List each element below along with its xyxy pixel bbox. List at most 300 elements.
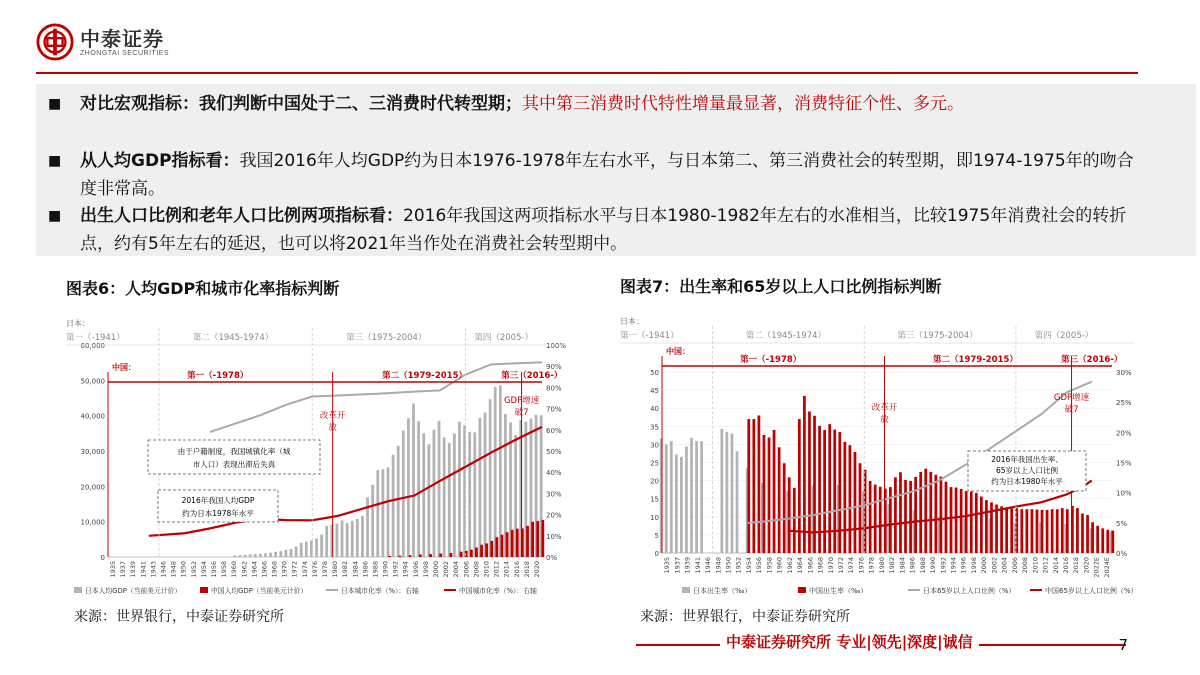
y-right-tick-label: 0%	[546, 554, 558, 562]
japan-bar	[427, 444, 430, 557]
japan-bar	[346, 523, 349, 557]
china-era-label: 第一（-1978）	[187, 371, 249, 381]
x-tick-label: 1980	[877, 557, 886, 574]
x-tick-label: 2000	[980, 557, 989, 574]
japan-bar	[336, 524, 339, 557]
japan-bar	[351, 521, 354, 557]
y-left-tick-label: 10,000	[80, 518, 105, 527]
japan-bar	[690, 438, 693, 553]
x-tick-label: 1960	[230, 561, 239, 578]
china-bar	[485, 543, 488, 557]
china-bar	[1066, 509, 1069, 553]
x-tick-label: 1996	[411, 561, 420, 578]
china-bar	[1076, 508, 1079, 553]
china-bar	[398, 556, 401, 557]
china-bar	[965, 491, 968, 553]
y-right-tick-label: 30%	[1116, 369, 1132, 377]
japan-bar	[300, 543, 303, 557]
china-prefix-label: 中国：	[666, 347, 690, 356]
y-left-tick-label: 25	[650, 459, 659, 468]
china-bar	[1051, 509, 1054, 553]
note-birth-line2: 65岁以上人口比例	[995, 466, 1059, 475]
y-left-tick-label: 0	[654, 550, 659, 558]
china-bar	[409, 555, 412, 557]
japan-bar	[269, 553, 272, 557]
legend-label: 中国65岁以上人口比例（%）	[1045, 587, 1138, 595]
x-tick-label: 1978	[867, 557, 876, 574]
china-bar	[541, 520, 544, 557]
y-left-tick-label: 20	[650, 477, 659, 486]
china-bar	[439, 554, 442, 557]
y-right-tick-label: 50%	[546, 448, 562, 456]
japan-bar	[371, 485, 374, 557]
x-tick-label: 1972	[290, 561, 299, 578]
china-bar	[940, 477, 943, 553]
china-bar	[919, 472, 922, 553]
y-right-tick-label: 20%	[546, 511, 562, 520]
china-bar	[798, 419, 801, 553]
x-tick-label: 1980	[331, 561, 340, 578]
china-bar	[874, 485, 877, 553]
japan-bar	[680, 457, 683, 553]
x-tick-label: 2010	[482, 561, 491, 578]
y-right-tick-label: 100%	[546, 342, 567, 350]
y-right-tick-label: 60%	[546, 426, 562, 435]
gdp-label: 破7	[1064, 405, 1079, 415]
legend-swatch	[798, 587, 806, 593]
china-era-label: 第二（1979-2015）	[933, 355, 1018, 365]
x-tick-label: 2020	[1082, 557, 1091, 574]
japan-bar	[325, 526, 328, 557]
china-bar	[914, 477, 917, 553]
china-bar	[1010, 508, 1013, 553]
y-right-tick-label: 10%	[546, 532, 562, 541]
japan-bar	[397, 446, 400, 557]
x-tick-label: 1960	[775, 557, 784, 574]
japan-bar	[239, 555, 242, 557]
y-left-tick-label: 35	[650, 423, 659, 432]
reform-label: 改革开	[871, 403, 898, 413]
china-bar	[501, 535, 504, 557]
china-bar	[950, 487, 953, 553]
x-tick-label: 1935	[109, 561, 118, 578]
fig7-title: 图表7：出生率和65岁以上人口比例指标判断	[620, 277, 942, 296]
china-bar	[838, 432, 841, 553]
x-tick-label: 2010	[1031, 557, 1040, 574]
japan-bar	[254, 554, 257, 557]
x-tick-label: 2004	[1000, 557, 1009, 574]
china-bar	[778, 447, 781, 553]
fig6-title: 图表6：人均GDP和城市化率指标判断	[66, 279, 340, 298]
japan-bar	[284, 550, 287, 557]
japan-bar	[402, 431, 405, 557]
gdp-label: GDP增速	[1053, 393, 1090, 403]
y-right-tick-label: 40%	[546, 469, 562, 478]
japan-era-label: 第三（1975-2004）	[897, 331, 978, 341]
china-bar	[985, 500, 988, 553]
china-bar	[1111, 531, 1114, 553]
logo-english: ZHONGTAI SECURITIES	[80, 49, 170, 57]
china-bar	[960, 489, 963, 553]
japan-bar	[665, 444, 668, 553]
fig7-source: 来源：世界银行，中泰证券研究所	[640, 609, 850, 625]
china-bar	[934, 475, 937, 553]
china-bar	[475, 547, 478, 557]
china-bar	[1081, 514, 1084, 553]
japan-bar	[279, 551, 282, 557]
japan-bar	[473, 432, 476, 557]
y-left-tick-label: 45	[650, 387, 659, 396]
china-bar	[1031, 509, 1034, 553]
x-tick-label: 1937	[673, 557, 682, 574]
y-left-tick-label: 5	[654, 531, 659, 540]
x-tick-label: 1958	[765, 557, 774, 574]
summary-box	[36, 84, 1196, 256]
x-tick-label: 2008	[472, 561, 481, 578]
china-bar	[823, 430, 826, 553]
japan-bar	[726, 432, 729, 553]
china-bar	[516, 529, 519, 557]
china-bar	[747, 419, 750, 553]
japan-bar	[305, 542, 308, 557]
china-bar	[1056, 509, 1059, 553]
x-tick-label: 1982	[888, 557, 897, 574]
logo-mark-icon	[36, 23, 74, 61]
x-tick-label: 1956	[755, 557, 764, 574]
logo-name: 中泰证券	[80, 26, 164, 51]
y-right-tick-label: 25%	[1116, 399, 1132, 408]
x-tick-label: 1952	[189, 561, 198, 578]
china-bar	[833, 430, 836, 553]
japan-bar	[407, 418, 410, 557]
x-tick-label: 1998	[969, 557, 978, 574]
x-tick-label: 1974	[300, 561, 309, 578]
y-left-tick-label: 30,000	[80, 448, 105, 456]
bullet-square-icon: ■	[48, 208, 62, 224]
japan-era-label: 第一（-1941）	[620, 331, 679, 341]
china-bar	[763, 435, 766, 553]
x-tick-label: 1976	[857, 557, 866, 574]
y-left-tick-label: 50	[650, 369, 659, 377]
china-bar	[1106, 530, 1109, 553]
y-left-tick-label: 40	[650, 405, 659, 414]
x-tick-label: 1941	[693, 557, 702, 574]
china-bar	[980, 497, 983, 553]
japan-bar	[484, 413, 487, 557]
japan-bar	[315, 539, 318, 557]
japan-bar	[448, 443, 451, 557]
china-bar	[803, 396, 806, 553]
x-tick-label: 2016	[512, 561, 521, 578]
china-bar	[1000, 506, 1003, 553]
legend-swatch	[200, 587, 208, 593]
legend-label: 中国人均GDP（当前美元计价）	[211, 587, 308, 595]
japan-bar	[438, 421, 441, 557]
japan-bar	[290, 549, 293, 557]
china-bar	[1061, 508, 1064, 553]
china-bar	[1025, 509, 1028, 553]
legend-label: 日本出生率（‰）	[693, 587, 752, 595]
japan-bar	[422, 433, 425, 557]
x-tick-label: 2018	[1072, 557, 1081, 574]
china-bar	[450, 553, 453, 557]
china-bar	[773, 430, 776, 553]
x-tick-label: 1954	[199, 561, 208, 578]
y-left-tick-label: 30	[650, 441, 659, 450]
china-era-label: 第二（1979-2015）	[382, 371, 467, 381]
japan-bar	[244, 555, 247, 557]
x-tick-label: 1986	[908, 557, 917, 574]
x-tick-label: 1996	[959, 557, 968, 574]
china-bar	[904, 480, 907, 553]
reform-label: 改革开	[319, 411, 346, 421]
japan-bar	[453, 433, 456, 557]
china-bar	[768, 438, 771, 553]
x-tick-label: 2008	[1021, 557, 1030, 574]
china-bar	[854, 452, 857, 553]
y-right-tick-label: 20%	[1116, 429, 1132, 438]
japan-bar	[494, 387, 497, 557]
bullet-2-text: 我国2016年人均GDP约为日本1976-1978年左右水平，与日本第二、第三消费社会的转型期，即1974-1975年的吻合度非常高。	[80, 151, 1134, 199]
y-left-tick-label: 60,000	[80, 342, 105, 350]
china-bar	[793, 488, 796, 553]
x-tick-label: 1948	[169, 561, 178, 578]
x-tick-label: 1970	[826, 557, 835, 574]
x-tick-label: 1968	[816, 557, 825, 574]
x-tick-label: 1972	[836, 557, 845, 574]
china-bar	[429, 554, 432, 557]
bullet-1-lead: 对比宏观指标：我们判断中国处于二、三消费时代转型期；	[80, 94, 522, 114]
japan-bar	[433, 430, 436, 557]
japan-era-label: 第一（-1941）	[66, 333, 125, 343]
note-birth-line3: 约为日本1980年水平	[991, 477, 1063, 486]
gdp-label: GDP增速	[503, 396, 540, 406]
china-bar	[899, 472, 902, 553]
x-tick-label: 2012	[492, 561, 501, 578]
japan-era-label: 第四（2005-）	[1034, 331, 1094, 341]
x-tick-label: 2006	[462, 561, 471, 578]
china-bar	[495, 537, 498, 557]
x-tick-label: 1990	[381, 561, 390, 578]
japan-bar	[376, 470, 379, 557]
china-bar	[843, 442, 846, 553]
china-bar	[470, 550, 473, 557]
y-right-tick-label: 15%	[1116, 459, 1132, 468]
x-tick-label: 1992	[391, 561, 400, 578]
japan-bar	[392, 455, 395, 557]
china-bar	[849, 445, 852, 553]
x-tick-label: 1937	[119, 561, 128, 578]
japan-bar	[685, 447, 688, 553]
japan-era-label: 第二（1945-1974）	[192, 333, 274, 343]
china-bar	[783, 463, 786, 553]
x-tick-label: 2024E	[1102, 557, 1111, 578]
x-tick-label: 1946	[704, 557, 713, 574]
note-gdp-line1: 2016年我国人均GDP	[181, 496, 255, 505]
japan-bar	[499, 385, 502, 557]
china-bar	[970, 491, 973, 553]
legend-label: 日本人均GDP（当前美元计价）	[85, 587, 182, 595]
bullet-square-icon: ■	[48, 153, 62, 169]
x-tick-label: 1986	[361, 561, 370, 578]
china-prefix-label: 中国：	[112, 363, 136, 372]
x-tick-label: 1958	[220, 561, 229, 578]
x-tick-label: 2018	[522, 561, 531, 578]
fig6-source: 来源：世界银行，中泰证券研究所	[74, 609, 284, 625]
bullet-1-highlight: 其中第三消费时代特性增量最显著，消费特征个性、多元。	[522, 94, 964, 114]
note-urbanization-line1: 由于户籍制度，我国城镇化率（城	[177, 447, 291, 456]
china-bar	[818, 426, 821, 553]
china-bar	[924, 469, 927, 553]
x-tick-label: 1943	[149, 561, 158, 578]
x-tick-label: 2000	[432, 561, 441, 578]
japan-bar	[417, 421, 420, 557]
china-bar	[480, 545, 483, 557]
x-tick-label: 1935	[663, 557, 672, 574]
bullet-3-lead: 出生人口比例和老年人口比例两项指标看：	[80, 206, 403, 226]
x-tick-label: 2014	[1051, 557, 1060, 574]
japan-bar	[458, 422, 461, 557]
legend-swatch	[74, 587, 82, 593]
legend-swatch	[682, 587, 690, 593]
japan-bar	[264, 553, 267, 557]
x-tick-label: 1948	[714, 557, 723, 574]
japan-bar	[356, 519, 359, 557]
china-bar	[531, 522, 534, 557]
x-tick-label: 1964	[796, 557, 805, 574]
china-era-label: 第三（2016-）	[501, 371, 563, 381]
china-bar	[1036, 510, 1039, 553]
x-tick-label: 1954	[744, 557, 753, 574]
japan-bar	[361, 516, 364, 557]
japan-bar	[720, 429, 723, 553]
x-tick-label: 2016	[1061, 557, 1070, 574]
x-tick-label: 1950	[724, 557, 733, 574]
header-rule	[36, 72, 1138, 74]
japan-bar	[736, 451, 739, 553]
x-tick-label: 2014	[502, 561, 511, 578]
x-tick-label: 2022E	[1092, 557, 1101, 578]
reform-label: 放	[880, 415, 889, 425]
x-tick-label: 1962	[785, 557, 794, 574]
china-bar	[1101, 528, 1104, 553]
china-era-label: 第三（2016-）	[1061, 355, 1123, 365]
china-bar	[506, 532, 509, 557]
legend-label: 中国出生率（‰）	[809, 587, 868, 595]
fig7-chart	[612, 300, 1152, 600]
china-bar	[752, 419, 755, 553]
china-bar	[1046, 510, 1049, 553]
x-tick-label: 2006	[1010, 557, 1019, 574]
japan-bar	[381, 469, 384, 557]
footer-slogan: 中泰证券研究所 专业|领先|深度|诚信	[720, 631, 979, 652]
x-tick-label: 1988	[918, 557, 927, 574]
x-tick-label: 1994	[401, 561, 410, 578]
china-bar	[1096, 526, 1099, 553]
japan-bar	[670, 441, 673, 553]
y-left-tick-label: 15	[650, 495, 659, 504]
china-bar	[1091, 522, 1094, 553]
japan-bar	[412, 404, 415, 557]
japan-era-label: 第三（1975-2004）	[346, 333, 427, 343]
china-bar	[859, 463, 862, 553]
x-tick-label: 1952	[734, 557, 743, 574]
x-tick-label: 1966	[260, 561, 269, 578]
japan-bar	[731, 434, 734, 553]
china-bar	[1086, 515, 1089, 553]
x-tick-label: 1978	[321, 561, 329, 578]
x-tick-label: 1970	[280, 561, 289, 578]
japan-bar	[479, 418, 482, 557]
x-tick-label: 1976	[310, 561, 319, 578]
y-left-tick-label: 20,000	[80, 483, 105, 492]
y-right-tick-label: 80%	[546, 384, 562, 393]
legend-label: 日本65岁以上人口比例（%）	[923, 587, 1016, 595]
bullet-2-lead: 从人均GDP指标看：	[80, 151, 240, 171]
japan-bar	[274, 552, 277, 557]
china-bar	[879, 487, 882, 553]
x-tick-label: 1964	[250, 561, 259, 578]
x-tick-label: 1994	[949, 557, 958, 574]
japan-bar	[700, 441, 703, 553]
x-tick-label: 2002	[990, 557, 999, 574]
y-left-tick-label: 50,000	[80, 377, 105, 386]
x-tick-label: 1939	[683, 557, 692, 574]
legend-label: 中国城市化率（%）：右轴	[459, 587, 537, 595]
gdp-label: 破7	[514, 408, 529, 418]
china-bar	[1005, 508, 1008, 553]
bullet-square-icon: ■	[48, 96, 62, 112]
page-number: 7	[1118, 636, 1128, 654]
bullet-3-text: 2016年我国这两项指标水平与日本1980-1982年左右的水准相当，比较1975年消费社会的转折点，约有5年左右的延迟，也可以将2021年当作处在消费社会转型期中。	[80, 206, 1127, 254]
note-gdp-line2: 约为日本1978年水平	[182, 509, 254, 518]
china-bar	[788, 477, 791, 553]
japan-era-label: 第四（2005-）	[474, 333, 534, 343]
china-bar	[995, 504, 998, 553]
x-tick-label: 1941	[139, 561, 148, 578]
china-bar	[869, 481, 872, 553]
y-right-tick-label: 90%	[546, 363, 562, 372]
y-right-tick-label: 70%	[546, 405, 562, 414]
china-bar	[511, 530, 514, 557]
china-bar	[955, 487, 958, 553]
china-bar	[894, 477, 897, 553]
logo	[36, 20, 169, 64]
japan-bar	[259, 554, 262, 557]
fig6-chart	[60, 300, 580, 600]
japan-line-series	[210, 362, 542, 432]
y-left-tick-label: 40,000	[80, 412, 105, 421]
china-bar	[975, 493, 978, 553]
x-tick-label: 1939	[129, 561, 138, 578]
x-tick-label: 1950	[179, 561, 188, 578]
china-bar	[526, 526, 529, 557]
china-bar	[758, 415, 761, 553]
y-right-tick-label: 10%	[1116, 489, 1132, 498]
japan-bar	[233, 555, 236, 557]
china-bar	[419, 554, 422, 557]
japan-bar	[295, 547, 298, 557]
china-bar	[1020, 509, 1023, 553]
x-tick-label: 1962	[240, 561, 249, 578]
china-era-label: 第一（-1978）	[740, 355, 802, 365]
x-tick-label: 1956	[209, 561, 218, 578]
y-right-tick-label: 0%	[1116, 550, 1128, 558]
x-tick-label: 2002	[442, 561, 451, 578]
x-tick-label: 1984	[351, 561, 360, 578]
china-bar	[460, 552, 463, 557]
china-bar	[388, 556, 391, 557]
